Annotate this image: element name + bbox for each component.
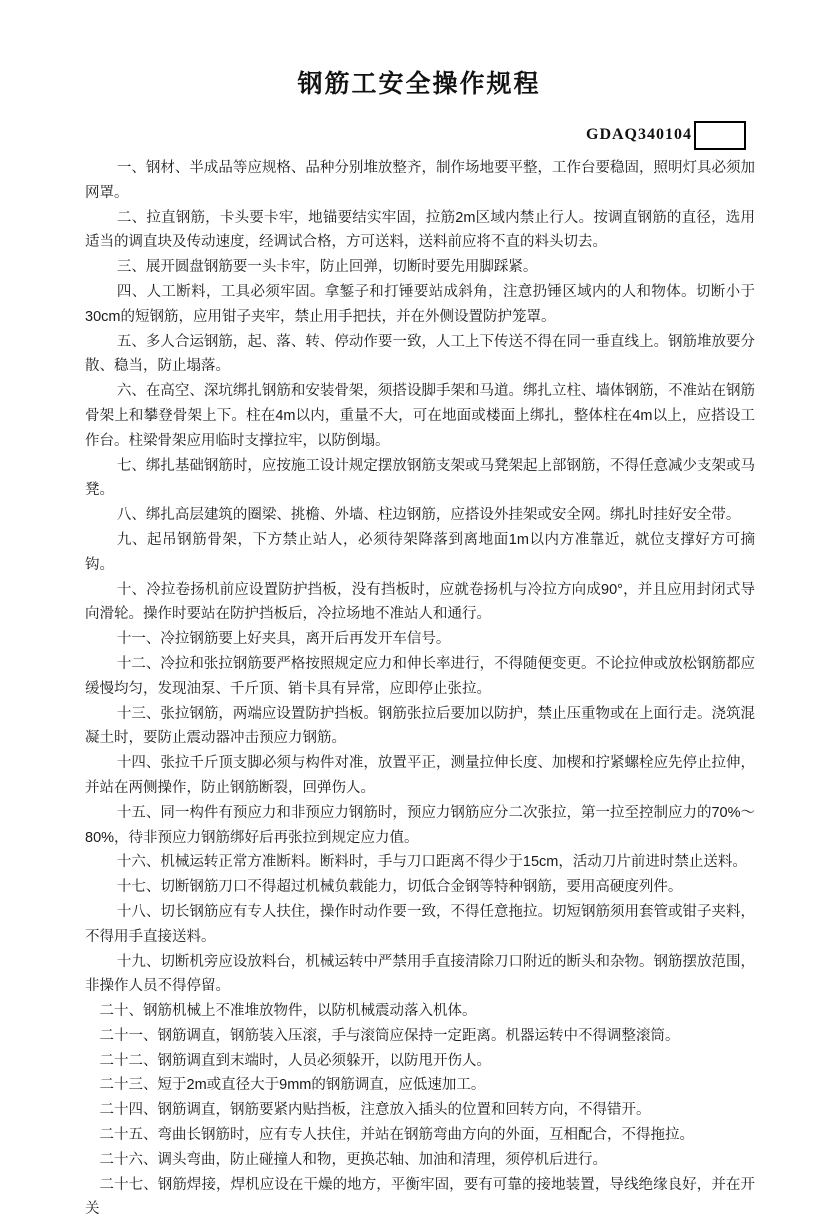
regulation-paragraph: 九、起吊钢筋骨架，下方禁止站人，必须待架降落到离地面1m以内方准靠近，就位支撑好方可摘钩。: [85, 531, 755, 573]
regulation-paragraph: 二十五、弯曲长钢筋时，应有专人扶住，并站在钢筋弯曲方向的外面，互相配合，不得拖拉。: [99, 1127, 694, 1144]
regulation-paragraph: 六、在高空、深坑绑扎钢筋和安装骨架，须搭设脚手架和马道。绑扎立柱、墙体钢筋，不准站在钢筋骨架上和攀登骨架上下。柱在4m以内，重量不大，可在地面或楼面上绑扎，整体柱在4m以上，应搭设工作台。柱梁骨架应用临时支撑拉牢，以防倒塌。: [85, 383, 755, 449]
regulation-paragraph: 十九、切断机旁应设放料台，机械运转中严禁用手直接清除刀口附近的断头和杂物。钢筋摆放范围，非操作人员不得停留。: [85, 953, 755, 995]
regulation-paragraph: 五、多人合运钢筋，起、落、转、停动作要一致，人工上下传送不得在同一垂直线上。钢筋堆放要分散、稳当，防止塌落。: [85, 333, 755, 375]
regulation-paragraph: 十二、冷拉和张拉钢筋要严格按照规定应力和伸长率进行，不得随便变更。不论拉伸或放松钢筋都应缓慢均匀，发现油泵、千斤顶、销卡具有异常，应即停止张拉。: [85, 655, 755, 697]
regulation-paragraph: 二十三、短于2m或直径大于9mm的钢筋调直，应低速加工。: [99, 1077, 486, 1094]
regulation-paragraph: 十五、同一构件有预应力和非预应力钢筋时，预应力钢筋应分二次张拉，第一拉至控制应力的70%～80%，待非预应力钢筋绑好后再张拉到规定应力值。: [85, 804, 755, 846]
regulation-paragraph: 十、冷拉卷扬机前应设置防护挡板，没有挡板时，应就卷扬机与冷拉方向成90°，并且应用封闭式导向滑轮。操作时要站在防护挡板后，冷拉场地不准站人和通行。: [85, 581, 755, 623]
regulation-paragraph: 十八、切长钢筋应有专人扶住，操作时动作要一致，不得任意拖拉。切短钢筋须用套管或钳子夹料，不得用手直接送料。: [85, 903, 755, 945]
regulation-paragraph: 十四、张拉千斤顶支脚必须与构件对准，放置平正，测量拉伸长度、加楔和拧紧螺栓应先停止拉伸，并站在两侧操作，防止钢筋断裂，回弹伤人。: [85, 755, 755, 796]
doc-code-row: [0, 120, 746, 150]
regulation-paragraph: 二、拉直钢筋，卡头要卡牢，地锚要结实牢固，拉筋2m区域内禁止行人。按调直钢筋的直径，选用适当的调直块及传动速度，经调试合格，方可送料，送料前应将不直的料头切去。: [85, 209, 755, 251]
regulation-paragraph: 一、钢材、半成品等应规格、品种分别堆放整齐，制作场地要平整，工作台要稳固，照明灯具必须加网罩。: [85, 160, 755, 201]
regulation-paragraph: 十七、切断钢筋刀口不得超过机械负载能力，切低合金钢等特种钢筋，要用高硬度列件。: [116, 879, 683, 896]
regulation-paragraph: 二十二、钢筋调直到末端时，人员必须躲开，以防甩开伤人。: [99, 1052, 491, 1069]
regulation-paragraph: 二十、钢筋机械上不准堆放物件，以防机械震动落入机体。: [99, 1003, 477, 1020]
doc-code-box: [694, 121, 746, 150]
regulation-paragraph: 二十六、调头弯曲，防止碰撞人和物，更换芯轴、加油和清理，须停机后进行。: [99, 1151, 607, 1168]
regulation-paragraph: 七、绑扎基础钢筋时，应按施工设计规定摆放钢筋支架或马凳架起上部钢筋，不得任意减少支架或马凳。: [85, 457, 755, 499]
regulation-paragraph: 十六、机械运转正常方准断料。断料时，手与刀口距离不得少于15cm，活动刀片前进时禁止送料。: [116, 854, 747, 871]
regulations-list: [0, 154, 838, 1222]
regulation-paragraph: 十三、张拉钢筋，两端应设置防护挡板。钢筋张拉后要加以防护，禁止压重物或在上面行走。浇筑混凝土时，要防止震动器冲击预应力钢筋。: [85, 705, 755, 747]
regulation-paragraph: 二十七、钢筋焊接，焊机应设在干燥的地方，平衡牢固，要有可靠的接地装置，导线绝缘良好，并在开关: [85, 1176, 755, 1218]
regulation-paragraph: 三、展开圆盘钢筋要一头卡牢，防止回弹，切断时要先用脚踩紧。: [116, 259, 538, 276]
regulation-paragraph: 四、人工断料，工具必须牢固。拿錾子和打锤要站成斜角，注意扔锤区域内的人和物体。切断小于30cm的短钢筋，应用钳子夹牢，禁止用手把扶，并在外侧设置防护笼罩。: [85, 283, 755, 325]
regulation-paragraph: 十一、冷拉钢筋要上好夹具，离开后再发开车信号。: [116, 631, 451, 648]
page-title: 钢筋工安全操作规程: [297, 70, 541, 98]
regulation-paragraph: 八、绑扎高层建筑的圈梁、挑檐、外墙、柱边钢筋，应搭设外挂架或安全网。绑扎时挂好安全带。: [116, 507, 741, 524]
regulation-paragraph: 二十四、钢筋调直，钢筋要紧内贴挡板，注意放入插头的位置和回转方向，不得错开。: [99, 1102, 651, 1119]
regulation-paragraph: 二十一、钢筋调直，钢筋装入压滚，手与滚筒应保持一定距离。机器运转中不得调整滚筒。: [99, 1027, 680, 1044]
doc-code: GDAQ340104: [586, 126, 692, 143]
